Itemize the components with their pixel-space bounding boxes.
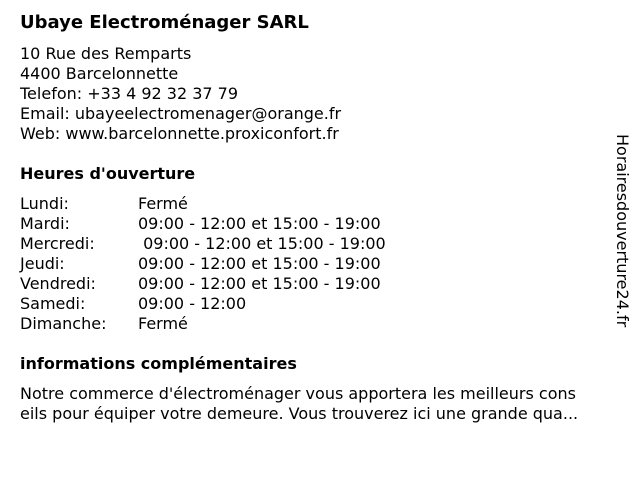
hours-time: Fermé xyxy=(138,314,188,333)
city-address: 4400 Barcelonnette xyxy=(20,64,179,83)
hours-time: 09:00 - 12:00 et 15:00 - 19:00 xyxy=(138,274,381,293)
hours-time: 09:00 - 12:00 xyxy=(138,294,247,313)
hours-day: Mercredi: xyxy=(20,234,95,253)
hours-time: Fermé xyxy=(138,194,188,213)
watermark-text: Horairesdouverture24.fr xyxy=(613,134,632,328)
watermark xyxy=(612,134,632,344)
email-address: Email: ubayeelectromenager@orange.fr xyxy=(20,104,342,123)
street-address: 10 Rue des Remparts xyxy=(20,44,192,63)
hours-time: 09:00 - 12:00 et 15:00 - 19:00 xyxy=(138,254,381,273)
info-description xyxy=(20,384,635,424)
hours-day: Jeudi: xyxy=(20,254,65,273)
phone-number: Telefon: +33 4 92 32 37 79 xyxy=(20,84,239,103)
hours-heading: Heures d'ouverture xyxy=(20,164,196,183)
hours-day: Mardi: xyxy=(20,214,70,233)
hours-day: Samedi: xyxy=(20,294,86,313)
hours-time: 09:00 - 12:00 et 15:00 - 19:00 xyxy=(138,214,381,233)
website: Web: www.barcelonnette.proxiconfort.fr xyxy=(20,124,339,143)
hours-day: Lundi: xyxy=(20,194,69,213)
hours-time: 09:00 - 12:00 et 15:00 - 19:00 xyxy=(138,234,386,253)
info-heading: informations complémentaires xyxy=(20,354,297,373)
contact-block xyxy=(20,44,341,144)
hours-day: Vendredi: xyxy=(20,274,96,293)
business-name: Ubaye Electroménager SARL xyxy=(20,12,309,33)
hours-day: Dimanche: xyxy=(20,314,107,333)
info-line-1: Notre commerce d'électroménager vous apportera les meilleurs cons xyxy=(20,384,576,403)
info-line-2: eils pour équiper votre demeure. Vous trouverez ici une grande qua... xyxy=(20,404,579,423)
